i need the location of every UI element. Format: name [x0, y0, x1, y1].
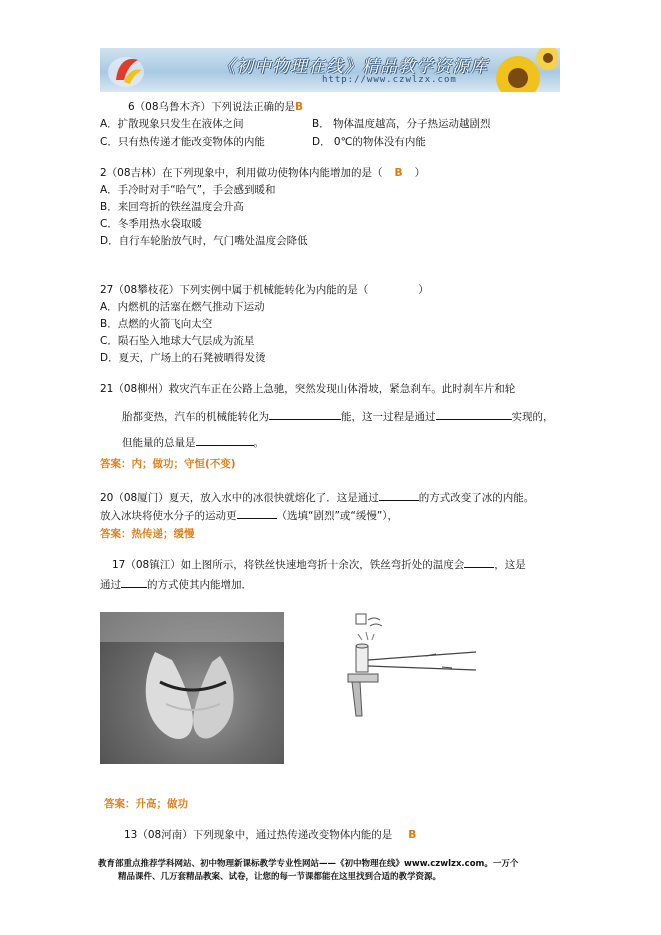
q6-stem [128, 99, 303, 114]
q27-close: ） [418, 284, 429, 296]
q6-answer: B [295, 101, 304, 113]
q20-line1b: 的方式改变了冰的内能。 [418, 492, 535, 504]
hands-bending-wire-icon [100, 612, 284, 764]
q21-answer: 答案：内；做功；守恒(不变) [100, 458, 236, 470]
q20-blank-2[interactable] [237, 508, 277, 519]
q2-option-b: B．来回弯折的铁丝温度会升高 [100, 201, 244, 213]
q20-line2a: 放入冰块将使水分子的运动更 [100, 510, 237, 522]
q20-line1 [100, 490, 534, 505]
q2-option-c: C．冬季用热水袋取暖 [100, 218, 202, 230]
site-logo-icon [104, 50, 148, 90]
q17-blank-1[interactable] [464, 557, 494, 568]
q21-blank-2[interactable] [436, 409, 512, 420]
q21-blank-3[interactable] [196, 435, 254, 446]
q21-line2b: 能，这一过程是通过 [341, 411, 436, 423]
sunflower-icon [468, 48, 558, 92]
q21-line2c: 实现的， [511, 411, 554, 423]
q17-answer: 答案：升高；做功 [104, 798, 188, 810]
q6-option-d: D． 0℃的物体没有内能 [312, 136, 426, 148]
q2-close: ） [414, 167, 426, 179]
q2-answer: B [394, 167, 403, 179]
q27-option-b: B．点燃的火箭飞向太空 [100, 318, 213, 330]
site-title: 《初中物理在线》精品教学资源库 [218, 57, 488, 77]
q17-line2b: 的方式使其内能增加． [147, 579, 252, 591]
q21-line2 [122, 409, 554, 424]
q21-line3b: 。 [253, 437, 264, 449]
q20-answer: 答案：热传递；缓慢 [100, 528, 195, 540]
q21-blank-1[interactable] [269, 409, 341, 420]
header-banner [100, 48, 560, 92]
q27-stem-text: 27（08攀枝花）下列实例中属于机械能转化为内能的是（ [100, 284, 369, 296]
q21-line2a: 胎都变热，汽车的机械能转化为 [122, 411, 269, 423]
q17-line2a: 通过 [100, 579, 121, 591]
q17-line1 [112, 557, 526, 572]
q27-option-c: C．陨石坠入地球大气层成为流星 [100, 335, 255, 347]
q27-option-d: D．夏天，广场上的石凳被晒得发烫 [100, 352, 266, 364]
q27-option-a: A．内燃机的活塞在燃气推动下运动 [100, 301, 265, 313]
q17-blank-2[interactable] [121, 577, 147, 588]
q6-option-a: A．扩散现象只发生在液体之间 [100, 118, 244, 130]
q20-blank-1[interactable] [379, 490, 419, 501]
q21-line1: 21（08柳州）救灾汽车正在公路上急驰，突然发现山体滑坡，紧急刹车。此时刹车片和轮 [100, 383, 516, 395]
q13-stem-text: 13（08河南）下列现象中，通过热传递改变物体内能的是 [124, 829, 393, 841]
q2-stem-text: 2（08吉林）在下列现象中，利用做功使物体内能增加的是（ [100, 167, 383, 179]
footer-line-2: 精品课件、几万套精品教案、试卷，让您的每一节课都能在这里找到合适的教学资源。 [118, 872, 442, 882]
site-url[interactable]: http://www.czwlzx.com [322, 75, 457, 85]
q21-line3a: 但能量的总量是 [122, 437, 196, 449]
q20-line2 [100, 508, 398, 523]
footer-line-1: 教育部重点推荐学科网站、初中物理新课标教学专业性网站——《初中物理在线》www.czwlzx.com。一万个 [98, 859, 519, 869]
q21-line3 [122, 435, 264, 450]
q13-answer: B [408, 829, 417, 841]
q2-stem [100, 165, 425, 180]
q6-option-c: C．只有热传递才能改变物体的内能 [100, 136, 265, 148]
q17-line2 [100, 577, 252, 592]
q17-line1b: ，这是 [494, 559, 526, 571]
q2-option-a: A．手冷时对手“哈气”，手会感到暖和 [100, 184, 276, 196]
q17-line1a: 17（08镇江）如上图所示，将铁丝快速地弯折十余次，铁丝弯折处的温度会 [112, 559, 465, 571]
q6-stem-text: 6（08乌鲁木齐）下列说法正确的是 [128, 101, 296, 113]
q27-stem [100, 282, 429, 297]
wire-apparatus-diagram [318, 612, 478, 747]
q20-line2b: （选填“剧烈”或“缓慢”）， [276, 510, 399, 522]
q20-line1a: 20（08厦门）夏天，放入水中的冰很快就熔化了．这是通过 [100, 492, 379, 504]
q6-option-b: B． 物体温度越高，分子热运动越剧烈 [312, 118, 491, 130]
q13-stem [124, 827, 416, 842]
q2-option-d: D．自行车轮胎放气时，气门嘴处温度会降低 [100, 235, 308, 247]
bending-wire-photo [100, 612, 284, 764]
